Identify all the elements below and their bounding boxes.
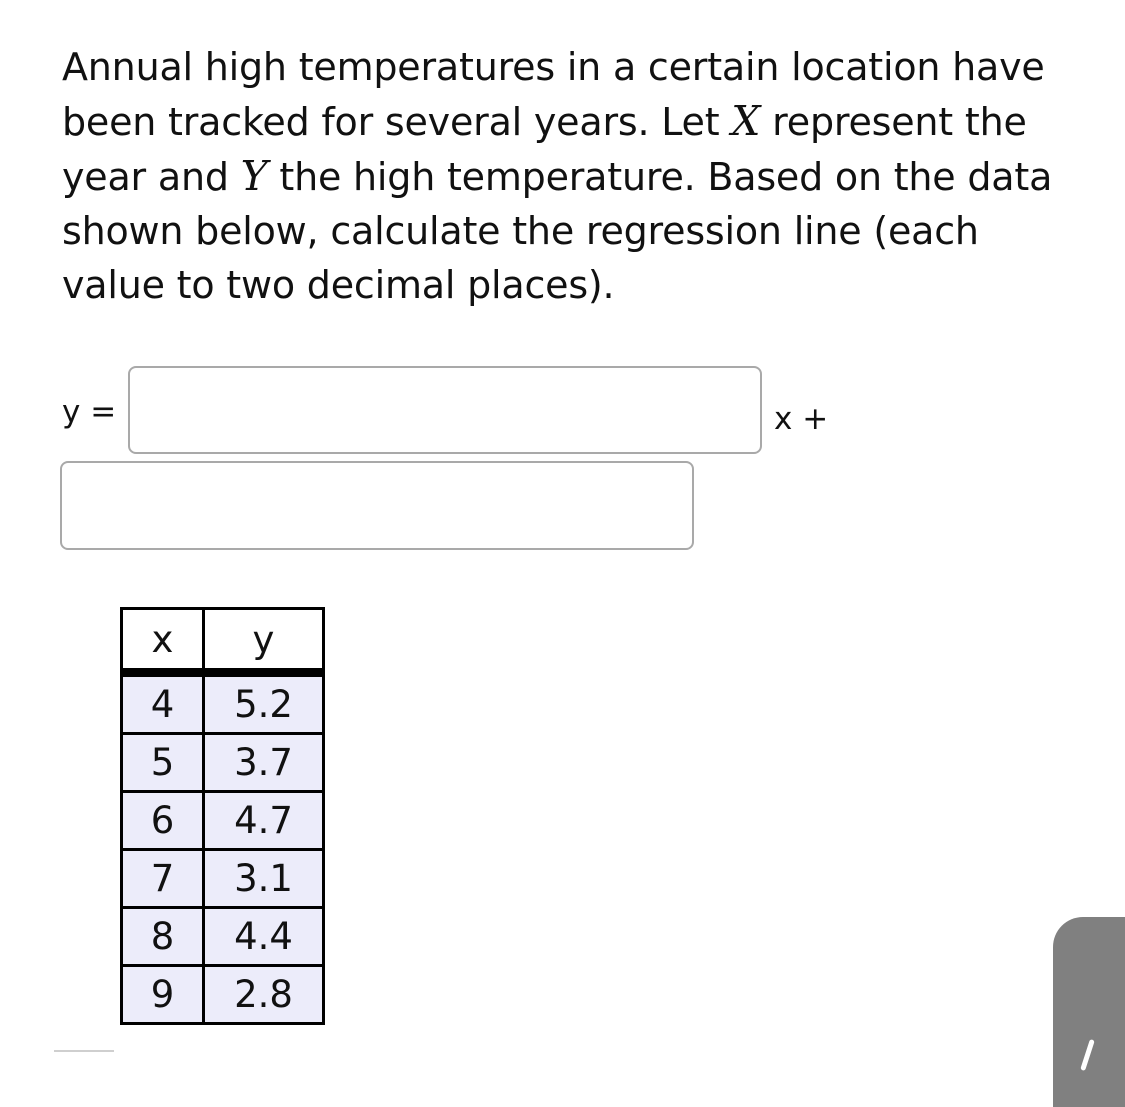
variable-y: Y <box>240 152 268 200</box>
slope-input[interactable] <box>128 366 762 454</box>
cell-x: 7 <box>122 850 204 908</box>
table-row <box>122 850 324 908</box>
question-part-2: represent the year and <box>62 100 1027 199</box>
intercept-input[interactable] <box>60 461 694 550</box>
question-text <box>62 40 1072 312</box>
cell-x: 9 <box>122 966 204 1024</box>
cell-y: 4.4 <box>204 908 324 966</box>
header-y: y <box>204 609 324 673</box>
corner-edit-tab-icon[interactable] <box>1053 917 1125 1107</box>
data-table <box>120 607 325 1025</box>
cell-y: 3.7 <box>204 734 324 792</box>
x-plus-label: x + <box>774 401 829 437</box>
table-row <box>122 792 324 850</box>
cell-x: 6 <box>122 792 204 850</box>
table-row <box>122 908 324 966</box>
cell-y: 5.2 <box>204 673 324 734</box>
cell-x: 4 <box>122 673 204 734</box>
table-row <box>122 673 324 734</box>
cell-y: 4.7 <box>204 792 324 850</box>
divider-line <box>54 1050 114 1052</box>
table-row <box>122 966 324 1024</box>
question-part-1: Annual high temperatures in a certain location have been tracked for several years. Let <box>62 45 1045 144</box>
question-part-3: the high temperature. Based on the data shown below, calculate the regression line (each value to two decimal places). <box>62 155 1053 307</box>
cell-x: 8 <box>122 908 204 966</box>
table-row <box>122 734 324 792</box>
variable-x: X <box>731 97 761 145</box>
cell-y: 3.1 <box>204 850 324 908</box>
header-x: x <box>122 609 204 673</box>
cell-y: 2.8 <box>204 966 324 1024</box>
table-header-row <box>122 609 324 673</box>
cell-x: 5 <box>122 734 204 792</box>
equation-lhs-label: y = <box>62 394 117 430</box>
